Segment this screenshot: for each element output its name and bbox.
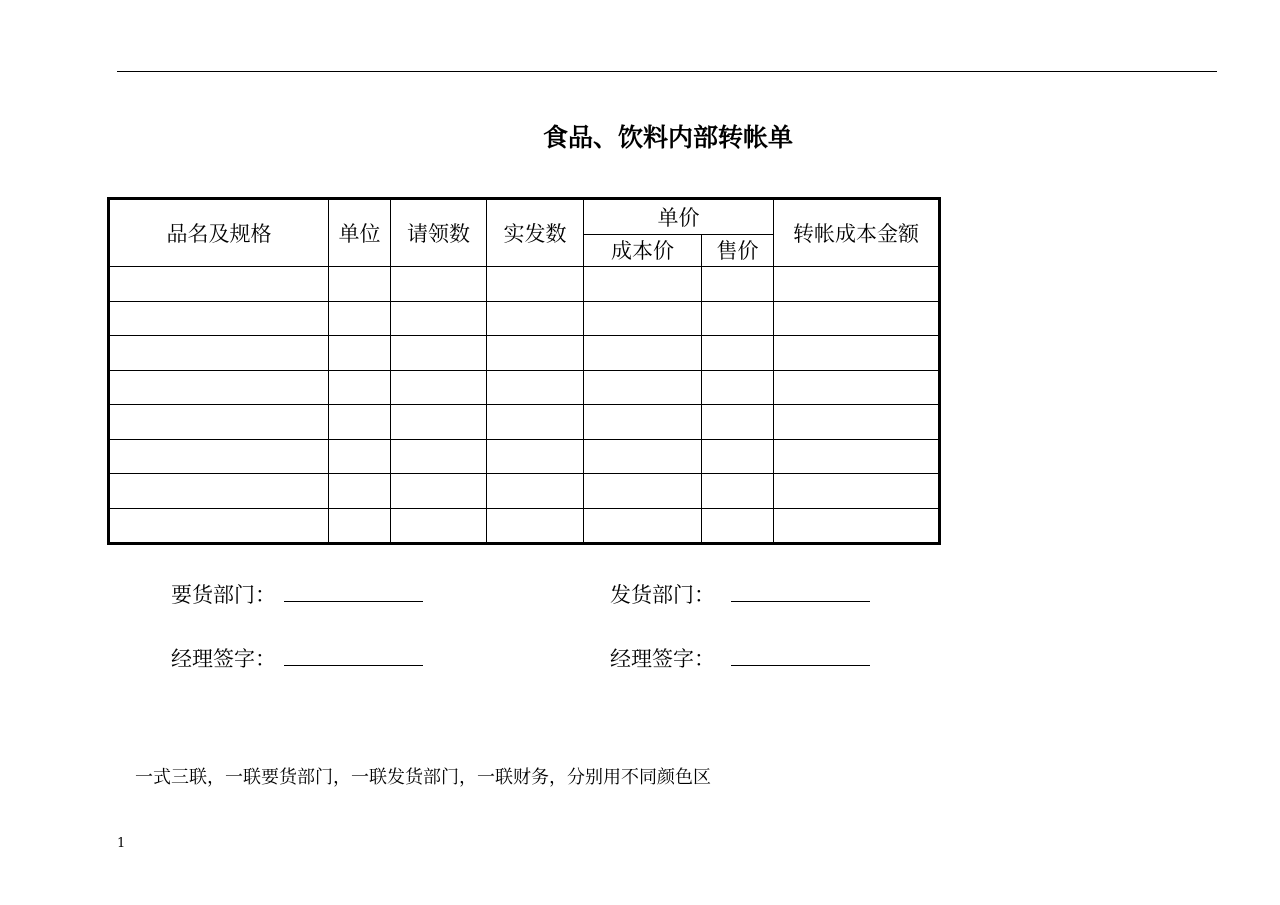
cell-requested-qty[interactable] xyxy=(391,336,487,371)
table-row xyxy=(109,439,940,474)
cell-cost-price[interactable] xyxy=(584,370,702,405)
table-row xyxy=(109,301,940,336)
cell-unit[interactable] xyxy=(329,336,391,371)
cell-transfer-cost-amount[interactable] xyxy=(774,474,940,509)
cell-cost-price[interactable] xyxy=(584,439,702,474)
cell-unit[interactable] xyxy=(329,439,391,474)
cell-sale-price[interactable] xyxy=(702,301,774,336)
transfer-table xyxy=(107,197,941,545)
cell-item[interactable] xyxy=(109,267,329,302)
cell-issued-qty[interactable] xyxy=(487,336,584,371)
cell-requested-qty[interactable] xyxy=(391,267,487,302)
cell-item[interactable] xyxy=(109,508,329,544)
issuing-dept-label: 发货部门： xyxy=(610,583,715,607)
cell-requested-qty[interactable] xyxy=(391,405,487,440)
cell-sale-price[interactable] xyxy=(702,474,774,509)
manager-sign-right-field xyxy=(610,643,870,673)
table-header-row xyxy=(109,199,940,235)
cell-transfer-cost-amount[interactable] xyxy=(774,336,940,371)
table-row xyxy=(109,405,940,440)
cell-requested-qty[interactable] xyxy=(391,439,487,474)
header-item: 品名及规格 xyxy=(109,199,329,267)
cell-requested-qty[interactable] xyxy=(391,370,487,405)
requesting-dept-label: 要货部门： xyxy=(171,583,276,607)
cell-sale-price[interactable] xyxy=(702,336,774,371)
cell-issued-qty[interactable] xyxy=(487,405,584,440)
cell-cost-price[interactable] xyxy=(584,336,702,371)
cell-transfer-cost-amount[interactable] xyxy=(774,508,940,544)
cell-cost-price[interactable] xyxy=(584,301,702,336)
cell-unit[interactable] xyxy=(329,370,391,405)
cell-item[interactable] xyxy=(109,474,329,509)
cell-transfer-cost-amount[interactable] xyxy=(774,301,940,336)
cell-unit[interactable] xyxy=(329,301,391,336)
cell-transfer-cost-amount[interactable] xyxy=(774,405,940,440)
table-row xyxy=(109,474,940,509)
page-number: 1 xyxy=(117,836,126,851)
manager-sign-right-line[interactable] xyxy=(731,651,870,666)
cell-transfer-cost-amount[interactable] xyxy=(774,267,940,302)
cell-transfer-cost-amount[interactable] xyxy=(774,439,940,474)
cell-requested-qty[interactable] xyxy=(391,474,487,509)
cell-issued-qty[interactable] xyxy=(487,267,584,302)
cell-item[interactable] xyxy=(109,336,329,371)
requesting-dept-line[interactable] xyxy=(284,587,423,602)
table-row xyxy=(109,267,940,302)
cell-cost-price[interactable] xyxy=(584,405,702,440)
cell-sale-price[interactable] xyxy=(702,439,774,474)
manager-sign-right-label: 经理签字： xyxy=(610,647,715,671)
manager-sign-left-field xyxy=(171,643,423,673)
header-rule xyxy=(117,71,1217,72)
cell-issued-qty[interactable] xyxy=(487,508,584,544)
cell-transfer-cost-amount[interactable] xyxy=(774,370,940,405)
cell-item[interactable] xyxy=(109,370,329,405)
header-sale-price: 售价 xyxy=(702,234,774,266)
cell-unit[interactable] xyxy=(329,508,391,544)
cell-unit[interactable] xyxy=(329,267,391,302)
cell-issued-qty[interactable] xyxy=(487,370,584,405)
issuing-dept-line[interactable] xyxy=(731,587,870,602)
header-cost-price: 成本价 xyxy=(584,234,702,266)
cell-unit[interactable] xyxy=(329,474,391,509)
cell-item[interactable] xyxy=(109,405,329,440)
document-title: 食品、饮料内部转帐单 xyxy=(542,123,793,152)
cell-unit[interactable] xyxy=(329,405,391,440)
cell-requested-qty[interactable] xyxy=(391,508,487,544)
cell-cost-price[interactable] xyxy=(584,474,702,509)
header-unit: 单位 xyxy=(329,199,391,267)
header-unit-price: 单价 xyxy=(584,199,774,235)
footer-note: 一式三联，一联要货部门，一联发货部门，一联财务，分别用不同颜色区 xyxy=(135,767,711,788)
cell-sale-price[interactable] xyxy=(702,267,774,302)
cell-cost-price[interactable] xyxy=(584,267,702,302)
header-transfer-cost-amount: 转帐成本金额 xyxy=(774,199,940,267)
header-requested-qty: 请领数 xyxy=(391,199,487,267)
cell-sale-price[interactable] xyxy=(702,405,774,440)
cell-item[interactable] xyxy=(109,301,329,336)
cell-cost-price[interactable] xyxy=(584,508,702,544)
cell-issued-qty[interactable] xyxy=(487,474,584,509)
header-issued-qty: 实发数 xyxy=(487,199,584,267)
issuing-dept-field xyxy=(610,579,870,609)
cell-sale-price[interactable] xyxy=(702,508,774,544)
cell-issued-qty[interactable] xyxy=(487,301,584,336)
cell-issued-qty[interactable] xyxy=(487,439,584,474)
cell-sale-price[interactable] xyxy=(702,370,774,405)
manager-sign-left-label: 经理签字： xyxy=(171,647,276,671)
manager-sign-left-line[interactable] xyxy=(284,651,423,666)
table-row xyxy=(109,370,940,405)
requesting-dept-field xyxy=(171,579,423,609)
cell-requested-qty[interactable] xyxy=(391,301,487,336)
table-row xyxy=(109,336,940,371)
table-row xyxy=(109,508,940,544)
cell-item[interactable] xyxy=(109,439,329,474)
